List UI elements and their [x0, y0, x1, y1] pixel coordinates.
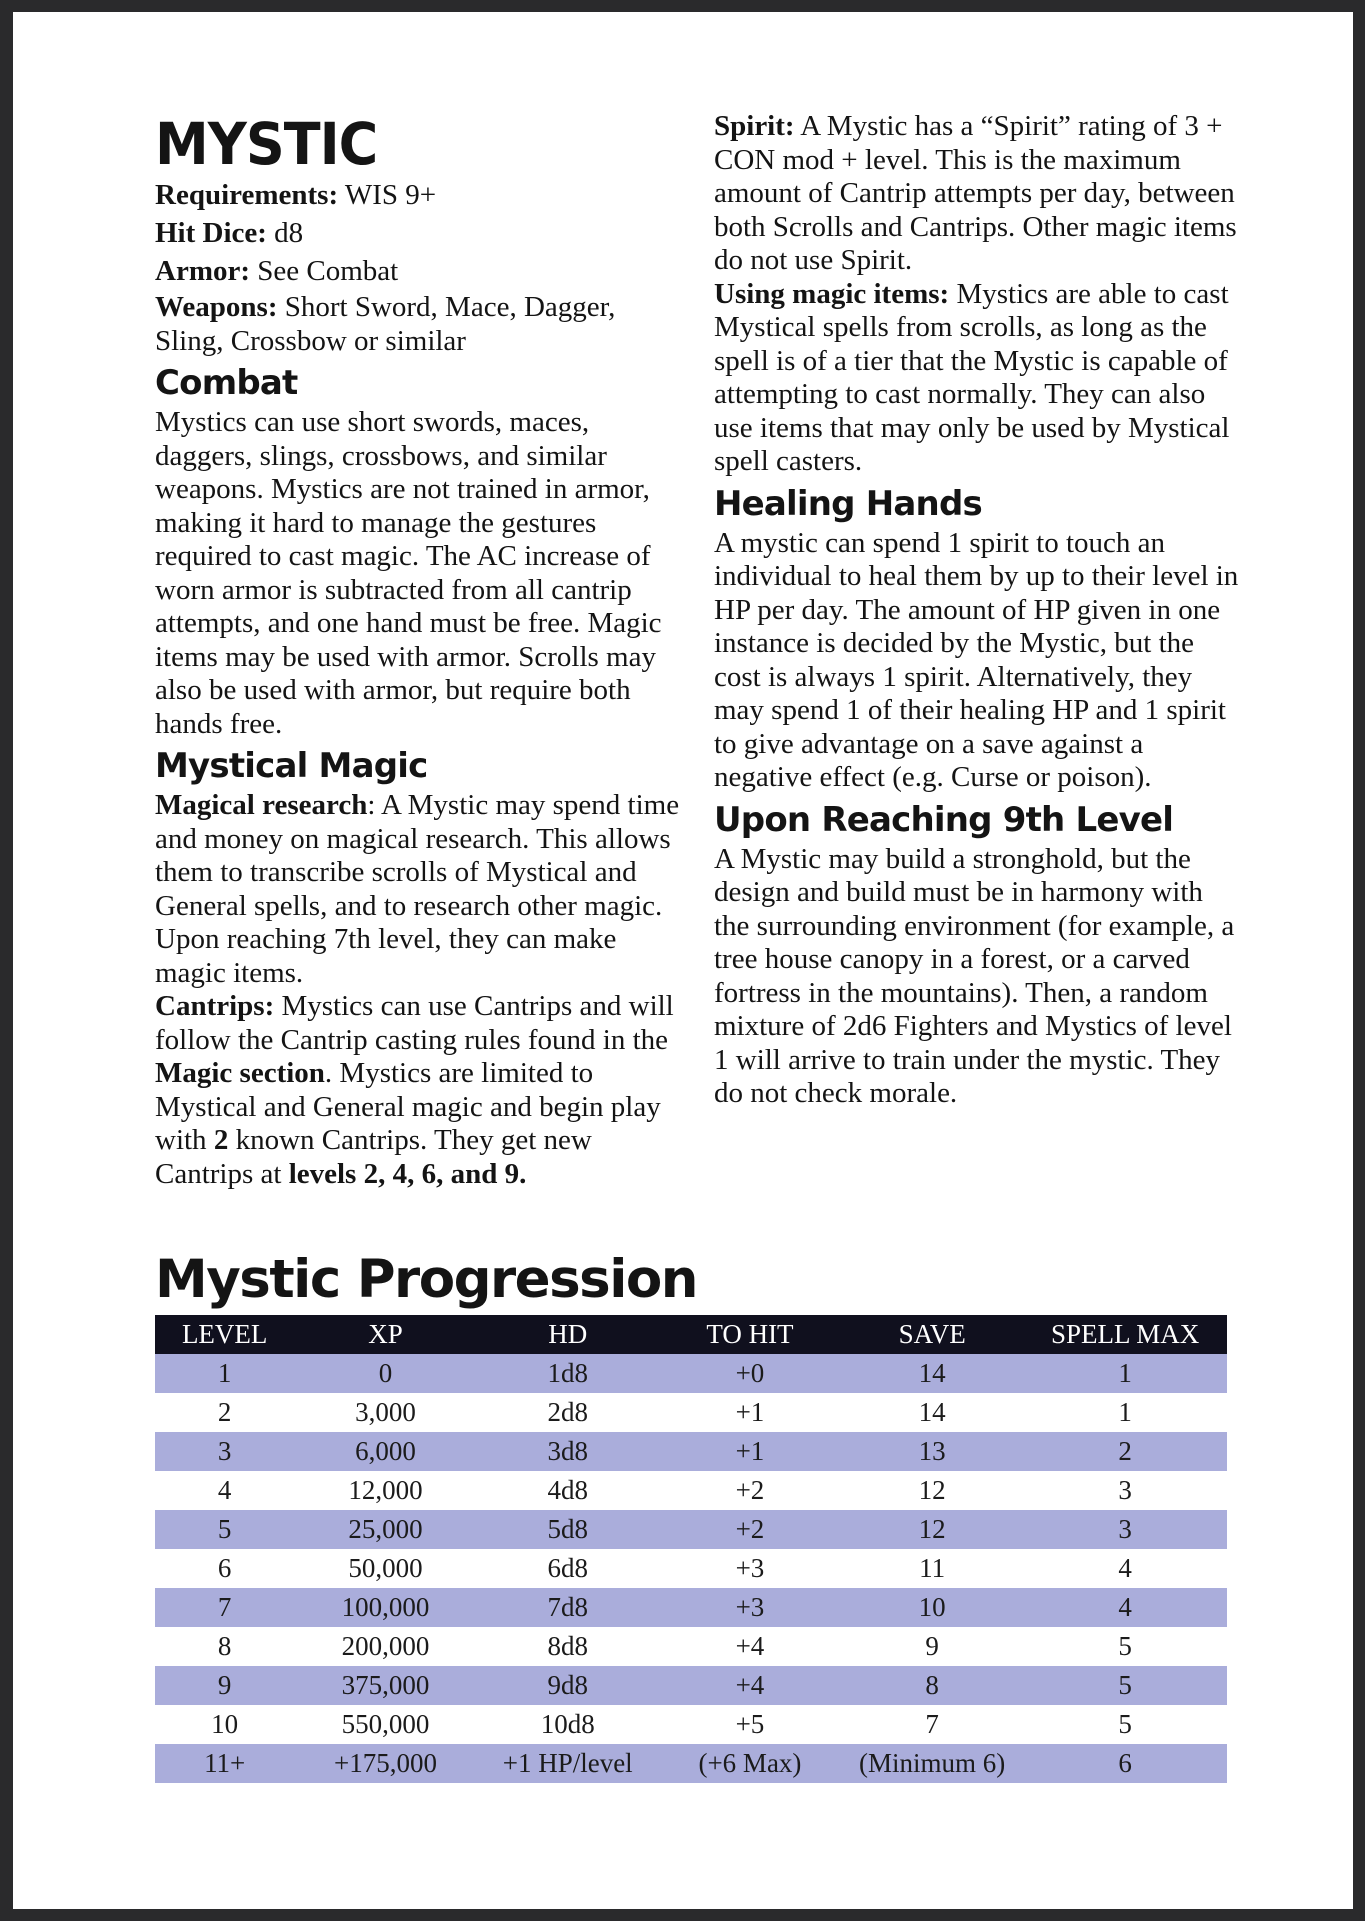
table-cell: 3	[1023, 1510, 1227, 1549]
ninth-level-heading: Upon Reaching 9th Level	[714, 799, 1174, 840]
table-cell: 8	[841, 1666, 1023, 1705]
table-row	[155, 1666, 1227, 1705]
table-cell: 9	[925, 1631, 939, 1661]
table-cell: 8d8	[547, 1631, 588, 1661]
mystical-magic-heading: Mystical Magic	[155, 746, 428, 786]
table-cell: 14	[841, 1354, 1023, 1393]
table-cell: 5	[1023, 1666, 1227, 1705]
table-cell: 14	[918, 1397, 946, 1427]
column-header: TO HIT	[659, 1315, 841, 1354]
table-cell: 6d8	[547, 1553, 588, 1583]
column-header: SAVE	[841, 1315, 1023, 1354]
table-cell: 12	[918, 1475, 946, 1505]
table-cell: +1 HP/level	[477, 1744, 659, 1783]
table-cell: +3	[735, 1553, 765, 1583]
table-cell: +0	[659, 1354, 841, 1393]
table-header-row	[155, 1315, 1227, 1354]
table-row	[155, 1393, 1227, 1432]
stat-requirements: Requirements: WIS 9+	[155, 179, 437, 211]
table-row	[155, 1354, 1227, 1393]
table-cell: +1	[659, 1432, 841, 1471]
table-cell: +4	[659, 1666, 841, 1705]
table-cell: 2d8	[547, 1397, 588, 1427]
table-cell: 5d8	[477, 1510, 659, 1549]
table-cell: 6,000	[294, 1432, 476, 1471]
table-body	[155, 1354, 1227, 1783]
cantrips-paragraph: Cantrips: Mystics can use Cantrips and will follow the Cantrip casting rules found in the Magic section. Mystics are limited to Mystical and General magic and begin play with 2 known Cantrips. They get new Cantrips at levels 2, 4, 6, and 9.	[155, 990, 674, 1190]
table-cell: 6	[1023, 1744, 1227, 1783]
table-cell: 3	[155, 1432, 294, 1471]
progression-table	[155, 1315, 1227, 1783]
table-row	[155, 1588, 1227, 1627]
table-cell: 6	[217, 1553, 232, 1583]
table-cell: (+6 Max)	[659, 1744, 841, 1783]
stat-armor: Armor: See Combat	[155, 255, 399, 287]
magic-items-paragraph: Using magic items: Mystics are able to cast Mystical spells from scrolls, as long as the spell is of a tier that the Mystic is capable of attempting to cast normally. They can also use items that may only be used by Mystical spell casters.	[714, 277, 1230, 477]
table-cell: 11	[919, 1553, 946, 1583]
table-cell: 8	[217, 1631, 232, 1661]
table-cell: 7	[155, 1588, 294, 1627]
table-cell: +3	[659, 1588, 841, 1627]
table-row	[155, 1627, 1227, 1666]
column-header: HD	[477, 1315, 659, 1354]
table-cell: 13	[841, 1432, 1023, 1471]
table-cell: 12,000	[348, 1475, 423, 1505]
table-cell: 4	[1023, 1588, 1227, 1627]
spirit-paragraph: Spirit: A Mystic has a “Spirit” rating of 3 + CON mod + level. This is the maximum amount of Cantrip attempts per day, between both Scrolls and Cantrips. Other magic items do not use Spirit.	[714, 110, 1237, 276]
class-title: MYSTIC	[155, 110, 378, 179]
table-row	[155, 1510, 1227, 1549]
table-cell: 9d8	[477, 1666, 659, 1705]
stat-hit-dice: Hit Dice: d8	[155, 217, 304, 249]
table-cell: 200,000	[341, 1631, 430, 1661]
table-row	[155, 1549, 1227, 1588]
table-cell: 25,000	[294, 1510, 476, 1549]
column-header: LEVEL	[155, 1315, 294, 1354]
magical-research-paragraph: Magical research: A Mystic may spend time and money on magical research. This allows them to transcribe scrolls of Mystical and General spells, and to research other magic. Upon reaching 7th level, they can make magic items.	[155, 789, 680, 989]
table-cell: 10	[211, 1709, 239, 1739]
column-header: SPELL MAX	[1023, 1315, 1227, 1354]
table-cell: 7d8	[477, 1588, 659, 1627]
table-cell: 12	[841, 1510, 1023, 1549]
table-row	[155, 1432, 1227, 1471]
table-cell: +2	[735, 1475, 765, 1505]
combat-heading: Combat	[155, 363, 298, 403]
healing-hands-heading: Healing Hands	[714, 483, 982, 524]
table-cell: +1	[735, 1397, 765, 1427]
table-cell: 1	[1023, 1354, 1227, 1393]
table-cell: 5	[1118, 1709, 1132, 1739]
table-cell: 3	[1118, 1475, 1132, 1505]
table-cell: 100,000	[294, 1588, 476, 1627]
table-cell: 10d8	[540, 1709, 595, 1739]
table-cell: +2	[659, 1510, 841, 1549]
table-cell: +5	[735, 1709, 765, 1739]
left-column	[155, 110, 685, 1191]
stat-weapons: Weapons: Short Sword, Mace, Dagger, Sling, Crossbow or similar	[155, 291, 616, 357]
table-cell: 2	[217, 1397, 232, 1427]
class-stats	[155, 176, 685, 358]
table-cell: 2	[1023, 1432, 1227, 1471]
table-cell: 7	[925, 1709, 939, 1739]
table-cell: 1	[1118, 1397, 1132, 1427]
combat-text: Mystics can use short swords, maces, daggers, slings, crossbows, and similar weapons. Mystics are not trained in armor, making it hard to manage the gestures required to cast magic. The AC increase of worn armor is subtracted from all cantrip attempts, and one hand must be free. Magic items may be used with armor. Scrolls may also be used with armor, but require both hands free.	[155, 406, 662, 740]
table-cell: 9	[155, 1666, 294, 1705]
table-cell: 50,000	[348, 1553, 423, 1583]
table-cell: 1	[155, 1354, 294, 1393]
healing-hands-text: A mystic can spend 1 spirit to touch an individual to heal them by up to their level in HP per day. The amount of HP given in one instance is decided by the Mystic, but the cost is always 1 spirit. Alternatively, they may spend 1 of their healing HP and 1 spirit to give advantage on a save against a negative effect (e.g. Curse or poison).	[714, 526, 1239, 793]
table-cell: 0	[294, 1354, 476, 1393]
table-row	[155, 1471, 1227, 1510]
table-cell: 5	[155, 1510, 294, 1549]
progression-heading: Mystic Progression	[155, 1249, 698, 1310]
table-cell: 4d8	[547, 1475, 588, 1505]
table-cell: 550,000	[341, 1709, 430, 1739]
table-cell: 3d8	[477, 1432, 659, 1471]
table-cell: 1d8	[477, 1354, 659, 1393]
table-cell: 5	[1118, 1631, 1132, 1661]
table-cell: 11+	[155, 1744, 294, 1783]
table-cell: 3,000	[355, 1397, 416, 1427]
table-cell: 375,000	[294, 1666, 476, 1705]
table-cell: 4	[1118, 1553, 1132, 1583]
column-header: XP	[294, 1315, 476, 1354]
table-cell: +4	[735, 1631, 765, 1661]
table-cell: (Minimum 6)	[841, 1744, 1023, 1783]
table-cell: 4	[217, 1475, 232, 1505]
table-cell: +175,000	[294, 1744, 476, 1783]
table-cell: 10	[841, 1588, 1023, 1627]
right-column	[714, 110, 1239, 1111]
table-row	[155, 1705, 1227, 1744]
table-row	[155, 1744, 1227, 1783]
ninth-level-text: A Mystic may build a stronghold, but the design and build must be in harmony with the surrounding environment (for example, a tree house canopy in a forest, or a carved fortress in the mountains). Then, a random mixture of 2d6 Fighters and Mystics of level 1 will arrive to train under the mystic. They do not check morale.	[714, 842, 1235, 1109]
